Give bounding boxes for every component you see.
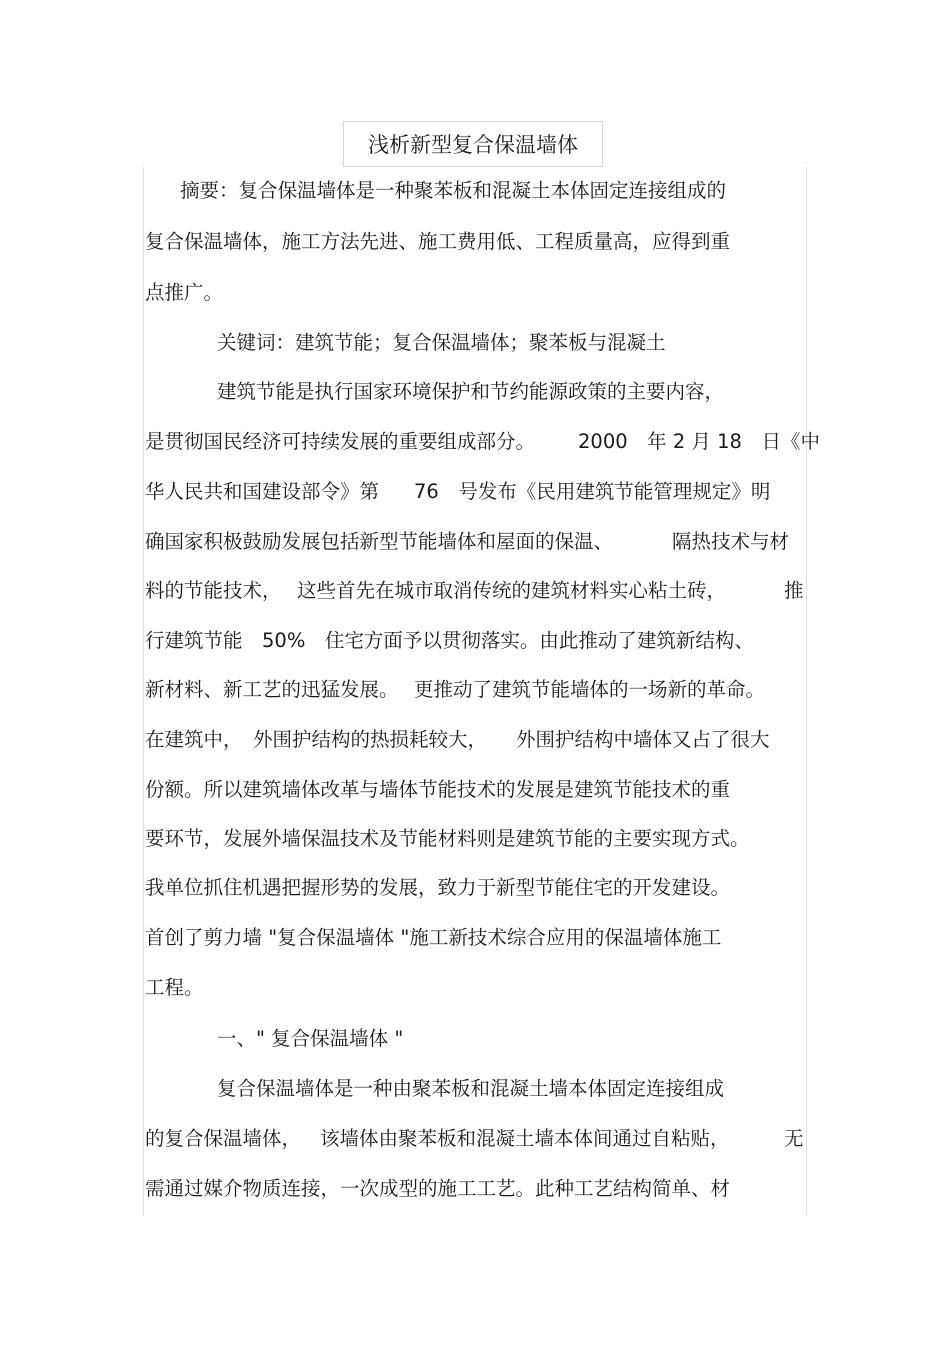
body-line-9: 份额。所以建筑墙体改革与墙体节能技术的发展是建筑节能技术的重 <box>145 778 731 801</box>
body-line-8b: 外围护结构的热损耗较大， <box>253 728 488 751</box>
body-line-10: 要环节，发展外墙保温技术及节能材料则是建筑节能的主要实现方式。 <box>145 827 750 850</box>
document-title: 浅析新型复合保温墙体 <box>368 133 578 157</box>
body-line-2b: 2000 年 2 月 18 日《中 <box>578 430 820 453</box>
body-line-5a: 料的节能技术， <box>145 579 282 602</box>
body-line-8c: 外围护结构中墙体又占了很大 <box>516 728 770 751</box>
section-line-1: 复合保温墙体是一种由聚苯板和混凝土墙本体固定连接组成 <box>217 1077 725 1100</box>
abstract-line-2: 复合保温墙体，施工方法先进、施工费用低、工程质量高，应得到重 <box>145 230 731 253</box>
body-line-1: 建筑节能是执行国家环境保护和节约能源政策的主要内容， <box>217 380 725 403</box>
body-line-5c: 推 <box>784 579 804 602</box>
body-line-8a: 在建筑中， <box>145 728 243 751</box>
section-heading-1: 一、" 复合保温墙体 " <box>217 1027 404 1050</box>
body-line-7b: 更推动了建筑节能墙体的一场新的革命。 <box>414 678 766 701</box>
body-line-4a: 确国家积极鼓励发展包括新型节能墙体和屋面的保温、 <box>145 530 614 553</box>
abstract-line-1: 摘要：复合保温墙体是一种聚苯板和混凝土本体固定连接组成的 <box>180 179 727 202</box>
body-line-11: 我单位抓住机遇把握形势的发展，致力于新型节能住宅的开发建设。 <box>145 876 731 899</box>
body-line-6: 行建筑节能 50% 住宅方面予以贯彻落实。由此推动了建筑新结构、 <box>145 629 754 652</box>
body-line-12: 首创了剪力墙 "复合保温墙体 "施工新技术综合应用的保温墙体施工 <box>145 926 722 949</box>
body-line-4b: 隔热技术与材 <box>672 530 790 553</box>
abstract-line-3: 点推广。 <box>145 281 224 304</box>
keywords-line: 关键词：建筑节能；复合保温墙体；聚苯板与混凝土 <box>217 331 666 354</box>
body-line-5b: 这些首先在城市取消传统的建筑材料实心粘土砖， <box>297 579 727 602</box>
body-line-7a: 新材料、新工艺的迅猛发展。 <box>145 678 399 701</box>
section-line-2b: 该墙体由聚苯板和混凝土墙本体间通过自粘贴， <box>320 1127 730 1150</box>
section-line-2c: 无 <box>784 1127 804 1150</box>
section-line-3: 需通过媒介物质连接，一次成型的施工工艺。此种工艺结构简单、材 <box>145 1177 731 1200</box>
body-line-13: 工程。 <box>145 976 204 999</box>
body-line-3a: 华人民共和国建设部令》第 <box>145 480 380 503</box>
section-line-2a: 的复合保温墙体， <box>145 1127 302 1150</box>
body-line-2a: 是贯彻国民经济可持续发展的重要组成部分。 <box>145 430 536 453</box>
body-line-3b: 76 号发布《民用建筑节能管理规定》明 <box>414 480 771 503</box>
title-box <box>343 121 603 167</box>
